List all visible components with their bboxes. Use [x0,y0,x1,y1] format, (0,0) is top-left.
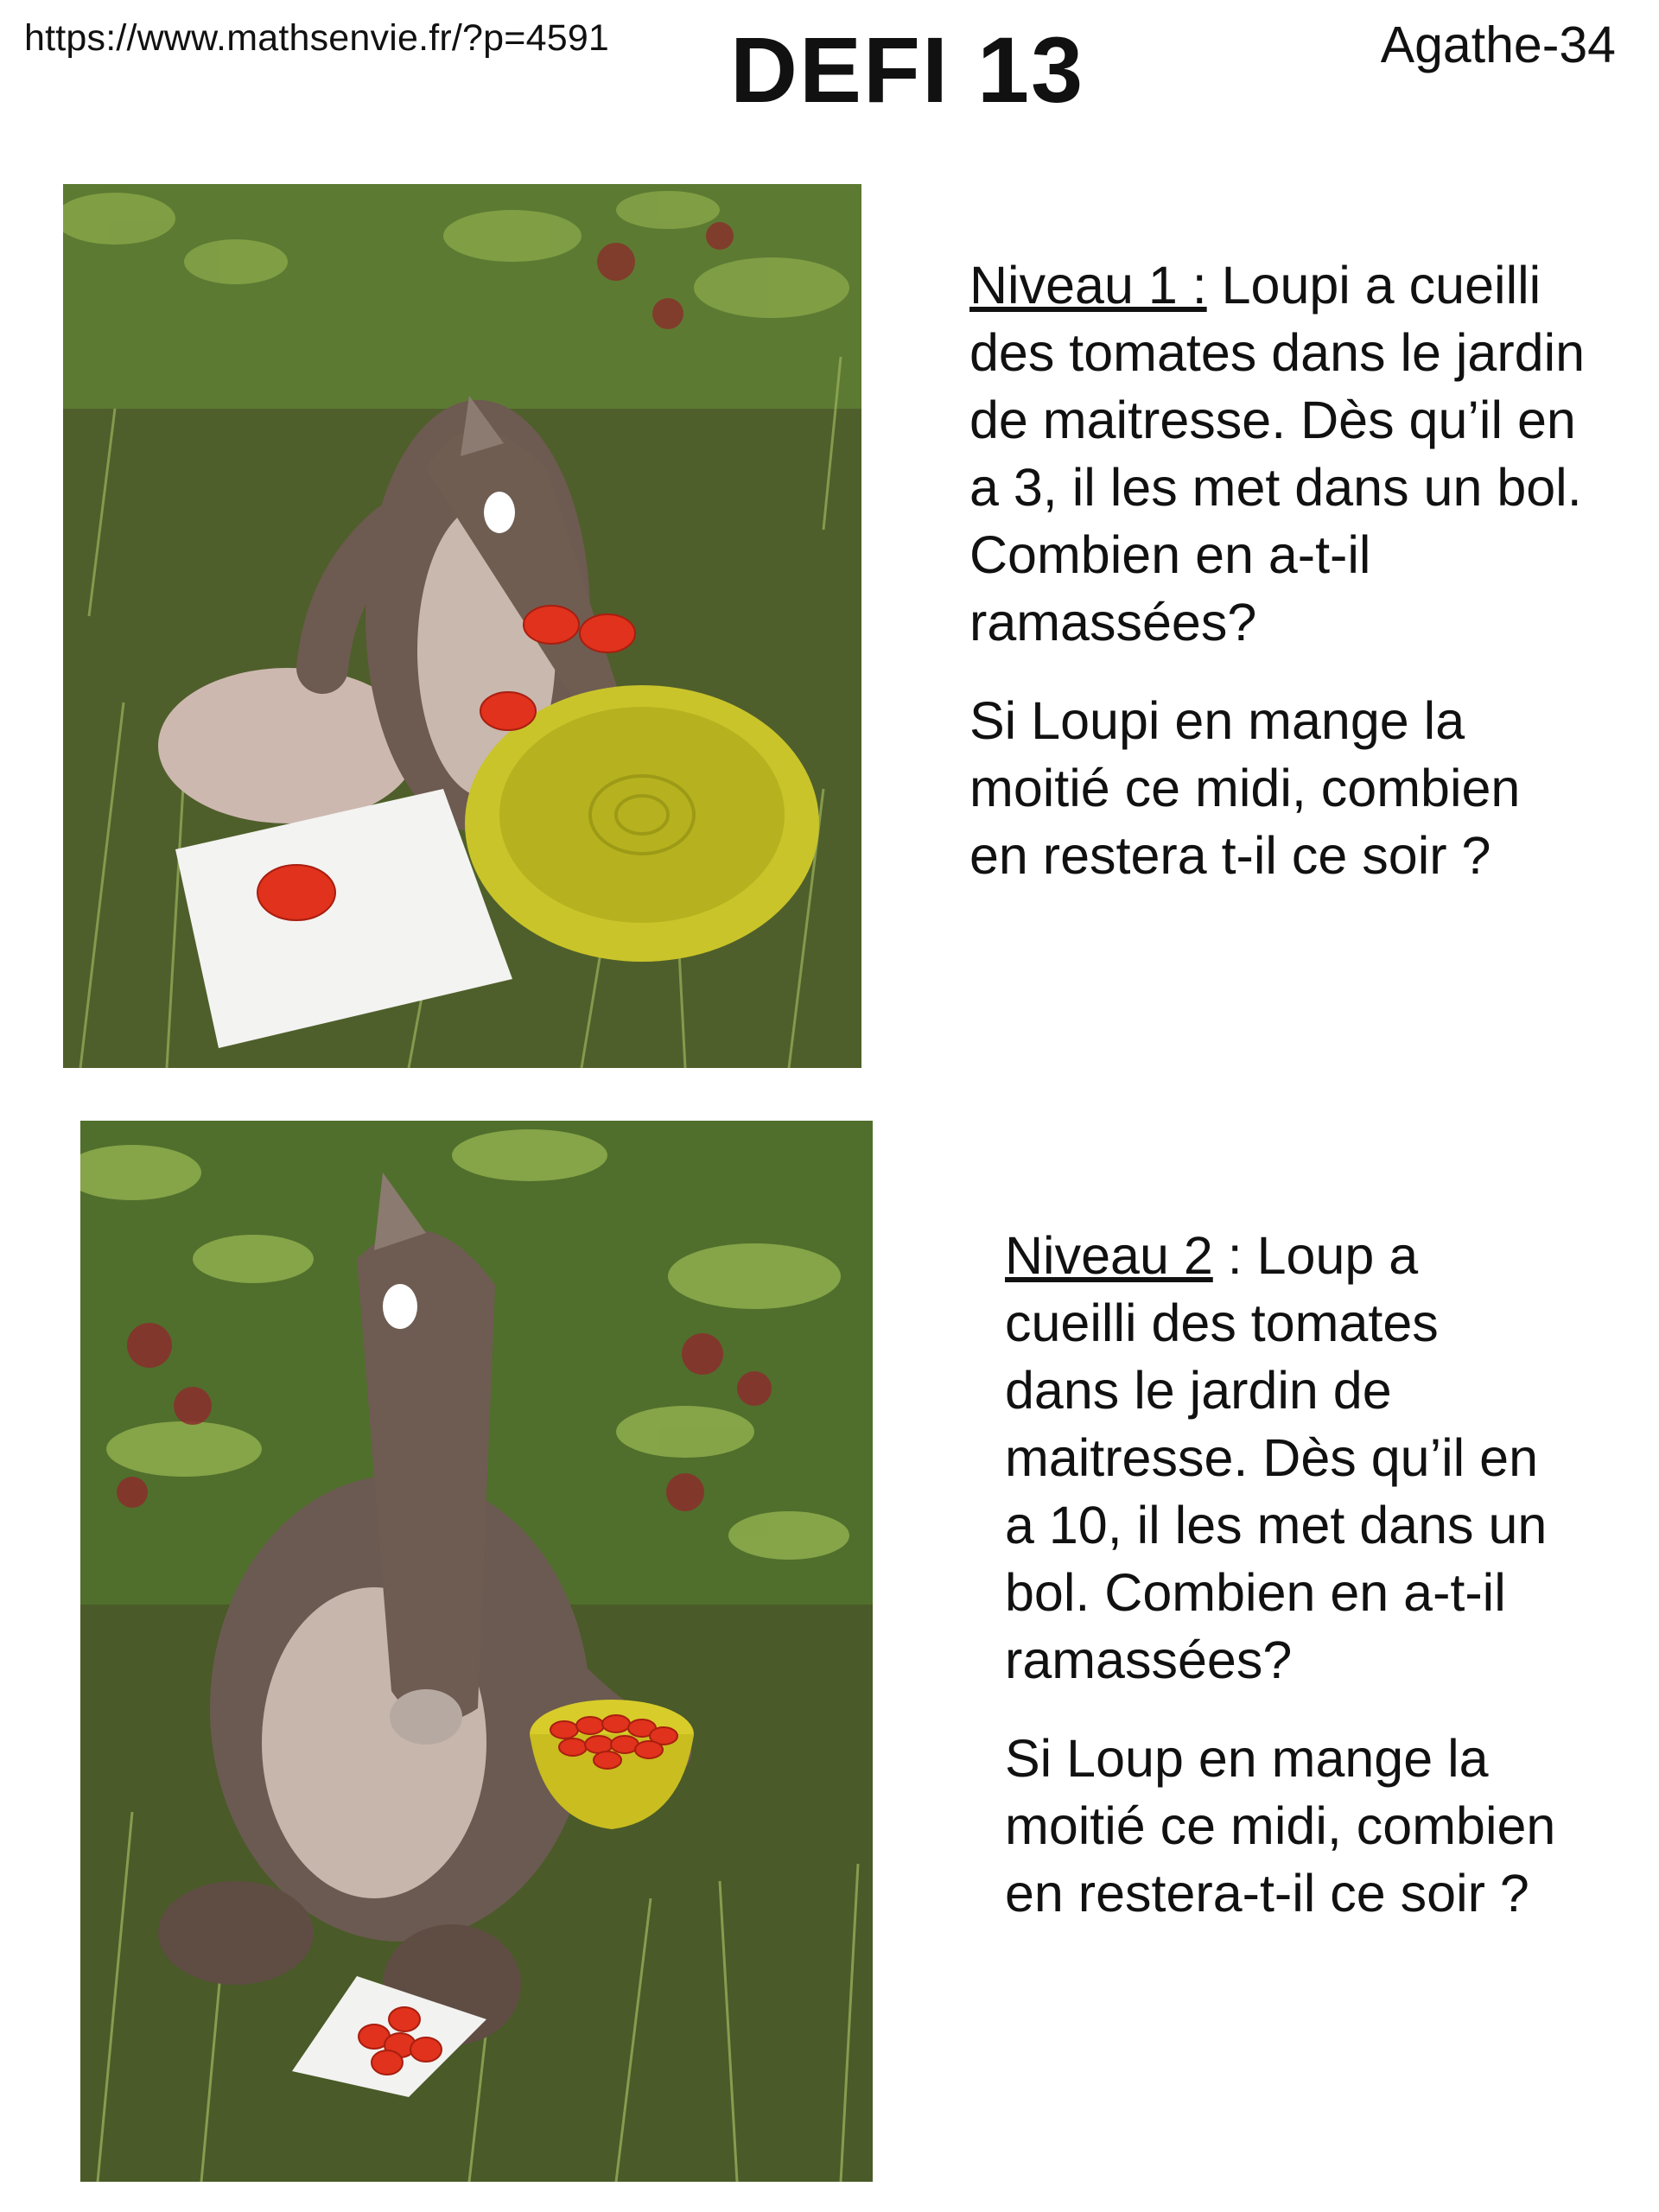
bowl-tomato [594,1751,621,1769]
author-label: Agathe-34 [1380,16,1616,73]
bowl-tomato [576,1717,604,1734]
page-title: DEFI 13 [730,17,1085,122]
level-2-problem [1005,1222,1558,1694]
photo-level-1 [63,184,861,1068]
source-url: https://www.mathsenvie.fr/?p=4591 [24,17,610,59]
napkin-tomato [389,2007,420,2031]
napkin-tomato [257,865,335,920]
level-1-problem [969,251,1592,656]
napkin-tomato [410,2037,442,2062]
level-2-question: Si Loup en mange la moitié ce midi, combien en restera-t-il ce soir ? [1005,1729,1556,1923]
level-2-block [1005,1222,1558,1958]
napkin-tomato [372,2050,403,2075]
bowl-tomato [635,1741,663,1758]
photo-level-2 [80,1121,873,2182]
bowl-tomato [480,692,536,730]
level-1-text: Loupi a cueilli des tomates dans le jardin de maitresse. Dès qu’il en a 3, il les met dans un bol. Combien en a-t-il ramassées? [969,256,1586,652]
bowl-tomato [550,1721,578,1738]
level-2-text: : Loup a cueilli des tomates dans le jardin de maitresse. Dès qu’il en a 10, il les met dans un bol. Combien en a-t-il ramassées? [1005,1226,1548,1689]
bowl-tomato [559,1738,587,1756]
bowl-tomato [602,1715,630,1732]
level-1-block [969,251,1592,920]
photo-level-1-illustration [63,184,861,1068]
level-1-label: Niveau 1 : [969,256,1207,315]
bowl-tomato [580,614,635,652]
bowl-tomato [524,606,579,644]
photo-level-2-illustration [80,1121,873,2182]
bowl-tomato [585,1736,613,1753]
level-2-label: Niveau 2 [1005,1226,1213,1285]
level-1-question: Si Loupi en mange la moitié ce midi, combien en restera t-il ce soir ? [969,691,1521,885]
